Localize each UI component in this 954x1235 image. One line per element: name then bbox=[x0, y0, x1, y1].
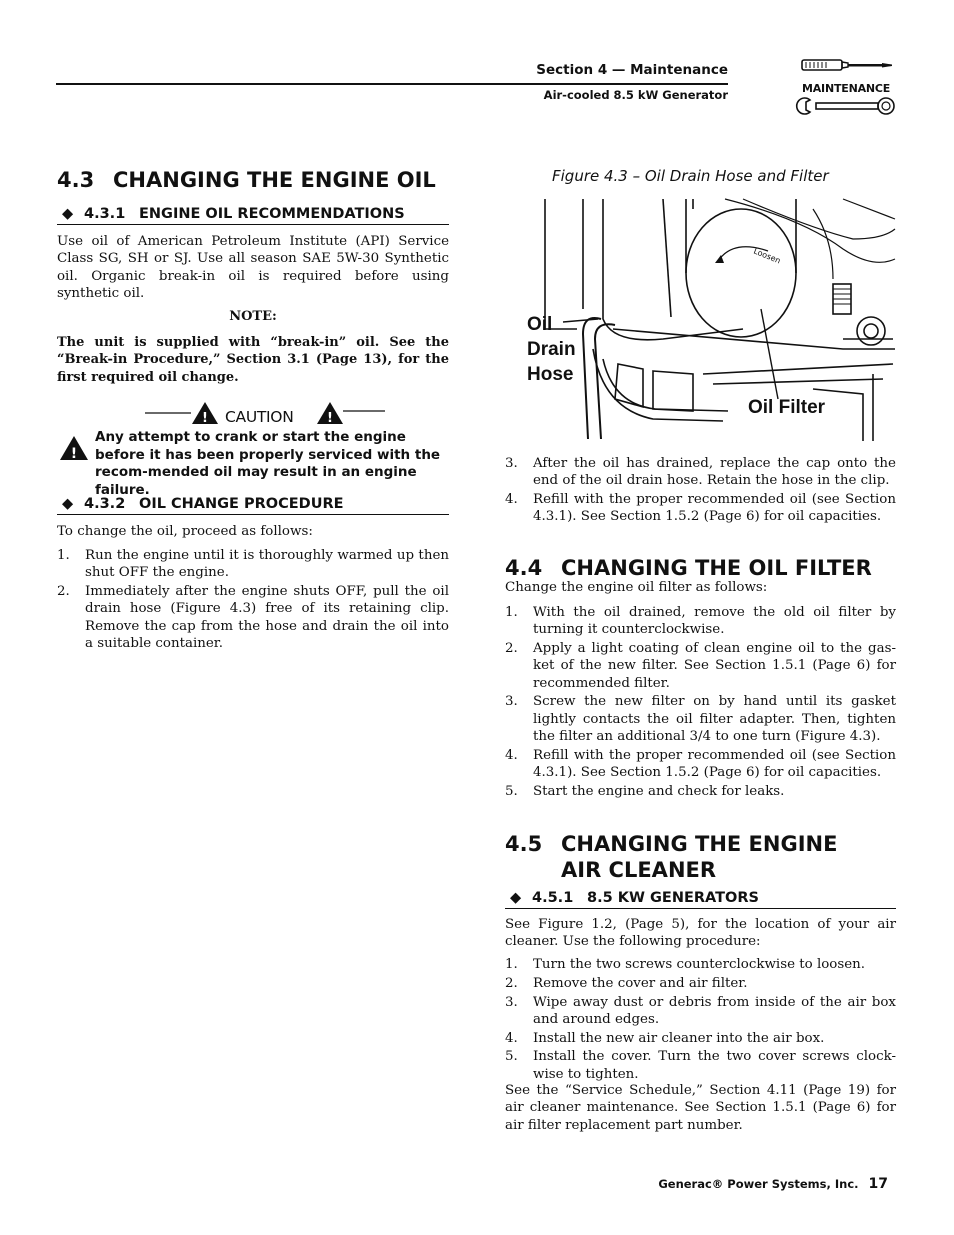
caution-label: CAUTION bbox=[225, 408, 294, 426]
maintenance-logo-text: MAINTENANCE bbox=[802, 82, 891, 95]
label-hose: Hose bbox=[527, 364, 574, 385]
list-item: 1. Run the engine until it is thoroughly warmed up then shut OFF the engine. bbox=[57, 548, 449, 581]
maintenance-logo bbox=[800, 56, 896, 128]
air-cleaner-outro: See the “Service Schedule,” Section 4.11 (Page 19) for air cleaner maintenance. See Section 1.5.1 (Page 6) for air filter replacement part number. bbox=[505, 1083, 896, 1133]
label-oil-filter: Oil Filter bbox=[748, 397, 826, 418]
warning-triangle-icon bbox=[59, 435, 89, 461]
list-item: 3. Screw the new filter on by hand until its gasket lightly contacts the oil filter adapter. Then, tighten the filter an additional 3/4 to one turn (Figure 4.3). bbox=[505, 694, 896, 745]
diamond-bullet-icon: ◆ bbox=[62, 496, 74, 512]
oil-change-steps-continued bbox=[505, 455, 896, 527]
list-item: 1. Turn the two screws counterclockwise to loosen. bbox=[505, 957, 866, 972]
svg-text:!: ! bbox=[202, 411, 208, 426]
page-footer bbox=[658, 1176, 888, 1192]
list-item: 5. Start the engine and check for leaks. bbox=[505, 783, 785, 799]
label-drain: Drain bbox=[527, 339, 576, 360]
caution-text: Any attempt to crank or start the engine before it has been properly serviced with the recom-mended oil may result in an engine failure. bbox=[95, 429, 441, 498]
list-item: 3. Wipe away dust or debris from inside of the air box and around edges. bbox=[505, 994, 896, 1027]
section-4-5-heading-line2: AIR CLEANER bbox=[561, 858, 717, 882]
section-4-3-1-heading: ◆ 4.3.1 ENGINE OIL RECOMMENDATIONS bbox=[57, 206, 449, 225]
label-oil: Oil bbox=[527, 314, 553, 335]
diamond-bullet-icon: ◆ bbox=[510, 890, 522, 906]
list-item: 4. Install the new air cleaner into the air box. bbox=[505, 1030, 825, 1046]
list-item: 2. Apply a light coating of clean engine oil to the gas-ket of the new filter. See Section 1.5.1 (Page 6) for recommended filter. bbox=[505, 641, 896, 691]
svg-text:!: ! bbox=[327, 411, 333, 426]
section-4-3-heading: 4.3 CHANGING THE ENGINE OIL bbox=[57, 168, 436, 192]
oil-change-intro: To change the oil, proceed as follows: bbox=[57, 524, 313, 539]
oil-recommendation-text: Use oil of American Petroleum Institute (API) Service Class SG, SH or SJ. Use all season SAE 5W-30 Synthetic oil. Organic break-in oil is required before using synthetic oil. bbox=[57, 234, 449, 301]
header-section-title: Section 4 — Maintenance bbox=[536, 62, 728, 78]
figure-caption: Figure 4.3 – Oil Drain Hose and Filter bbox=[552, 167, 829, 185]
oil-filter-illustration bbox=[543, 199, 895, 441]
note-label: NOTE: bbox=[229, 309, 277, 324]
list-item: 4. Refill with the proper recommended oil (see Section 4.3.1). See Section 1.5.2 (Page 6) for oil capacities. bbox=[505, 747, 896, 781]
footer-company: Generac® Power Systems, Inc. bbox=[658, 1177, 859, 1191]
loosen-label: Loosen bbox=[752, 246, 782, 266]
section-4-3-2-heading: ◆ 4.3.2 OIL CHANGE PROCEDURE bbox=[57, 496, 449, 515]
diamond-bullet-icon: ◆ bbox=[62, 206, 74, 222]
caution-bar bbox=[145, 400, 385, 430]
oil-filter-intro: Change the engine oil filter as follows: bbox=[505, 580, 768, 595]
list-item: 2. Remove the cover and air filter. bbox=[505, 975, 748, 991]
header-rule bbox=[56, 83, 728, 85]
air-cleaner-steps bbox=[505, 956, 896, 1085]
list-item: 2. Immediately after the engine shuts OFF, pull the oil drain hose (Figure 4.3) free of its retaining clip. Remove the cap from the hose and drain the oil into a suitable container. bbox=[57, 584, 449, 651]
svg-text:!: ! bbox=[70, 446, 78, 462]
list-item: 1. With the oil drained, remove the old oil filter by turning it counterclockwise. bbox=[505, 605, 896, 638]
page-number: 17 bbox=[868, 1176, 888, 1192]
oil-change-steps bbox=[57, 547, 449, 654]
air-cleaner-intro: See Figure 1.2, (Page 5), for the location of your air cleaner. Use the following procedure: bbox=[505, 917, 896, 950]
caution-side-icon bbox=[59, 435, 89, 466]
note-text: The unit is supplied with “break-in” oil. See the “Break-in Procedure,” Section 3.1 (Page 13), for the first required oil change. bbox=[57, 335, 449, 385]
oil-filter-steps bbox=[505, 604, 896, 802]
list-item: 4. Refill with the proper recommended oil (see Section 4.3.1). See Section 1.5.2 (Page 6) for oil capacities. bbox=[505, 492, 896, 525]
list-item: 5. Install the cover. Turn the two cover screws clock-wise to tighten. bbox=[505, 1049, 896, 1082]
oil-drain-figure bbox=[527, 199, 895, 441]
section-4-5-heading: 4.5 CHANGING THE ENGINE bbox=[505, 832, 838, 856]
list-item: 3. After the oil has drained, replace the cap onto the end of the oil drain hose. Retain the hose in the clip. bbox=[505, 456, 896, 489]
section-4-5-1-heading: ◆ 4.5.1 8.5 KW GENERATORS bbox=[505, 890, 896, 909]
header-subtitle: Air-cooled 8.5 kW Generator bbox=[543, 88, 728, 102]
section-4-4-heading: 4.4 CHANGING THE OIL FILTER bbox=[505, 556, 872, 580]
